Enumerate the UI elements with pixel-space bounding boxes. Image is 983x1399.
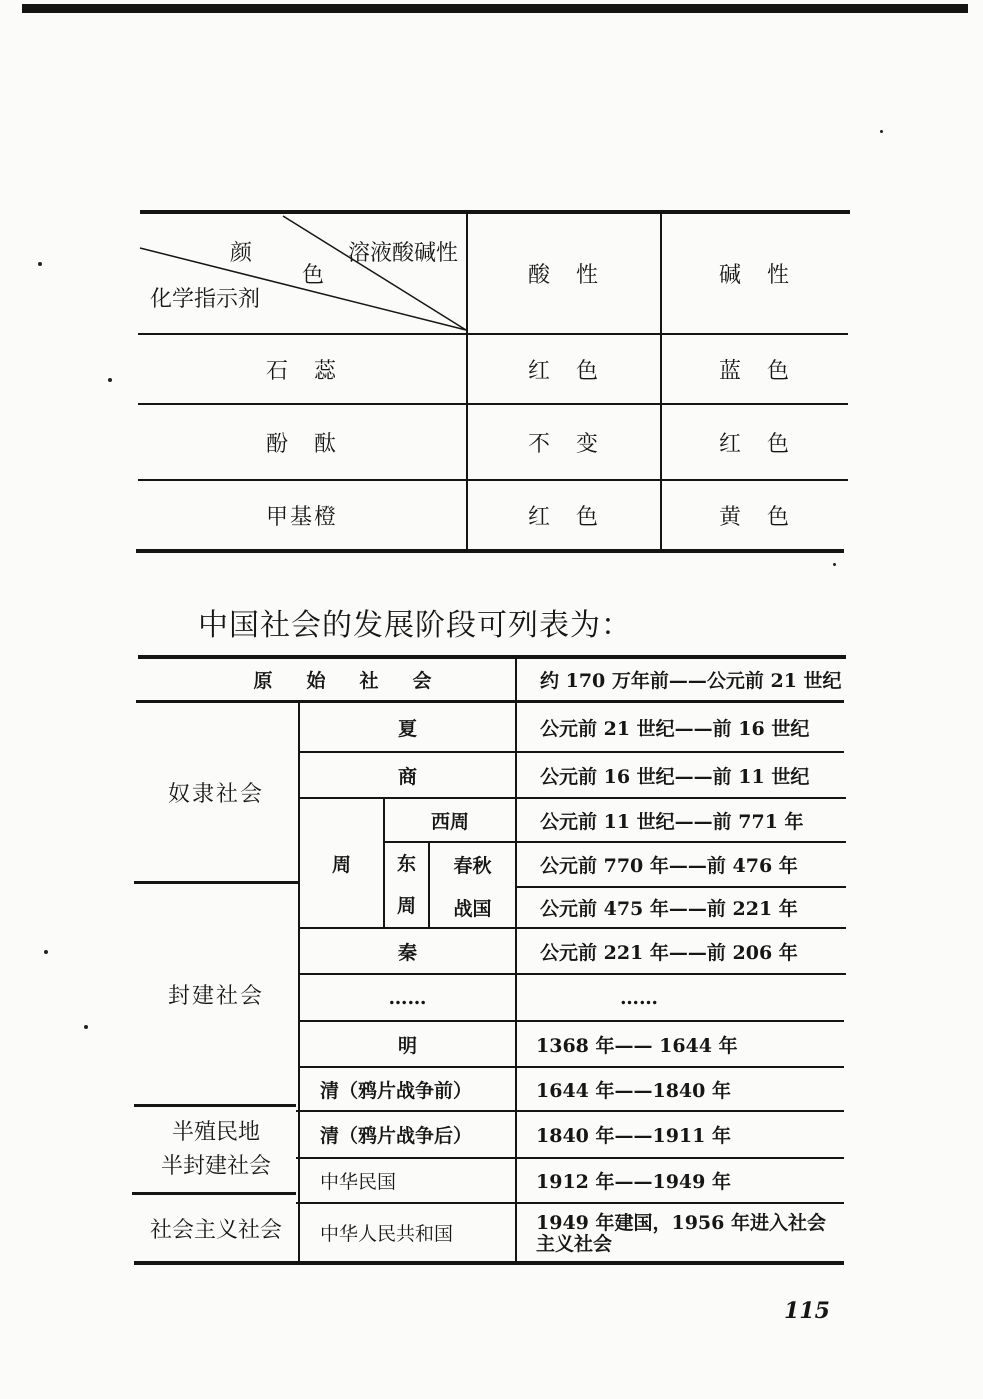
primitive-society-label: 原始社会 bbox=[253, 670, 466, 692]
indicator-name: 石 蕊 bbox=[265, 358, 338, 384]
period-cell: 公元前 11 世纪——前 771 年 bbox=[540, 810, 804, 833]
acid-color: 不 变 bbox=[527, 431, 600, 457]
semi-colonial-line-1: 半殖民地 bbox=[171, 1119, 260, 1145]
semi-colonial-label bbox=[134, 1107, 298, 1192]
dong-zhou-char-2: 周 bbox=[396, 895, 416, 917]
header-acidic: 酸 性 bbox=[527, 263, 600, 288]
dong-zhou-label bbox=[385, 843, 428, 927]
dynasty-cell: 战国 bbox=[453, 898, 492, 920]
page-number: 115 bbox=[784, 1298, 830, 1324]
dynasty-cell: 秦 bbox=[397, 941, 417, 964]
period-cell: 1949 年建国，1956 年进入社会主义社会 bbox=[536, 1212, 826, 1255]
dynasty-cell: …… bbox=[388, 986, 427, 1009]
dynasty-cell: 中华人民共和国 bbox=[320, 1223, 454, 1245]
dynasty-cell: 商 bbox=[397, 765, 417, 788]
scan-speck bbox=[880, 130, 883, 133]
table-rule bbox=[134, 1261, 844, 1265]
top-border-rule bbox=[22, 4, 968, 13]
period-cell: 1368 年—— 1644 年 bbox=[536, 1034, 738, 1057]
socialist-society-label: 社会主义社会 bbox=[149, 1217, 282, 1243]
zhou-label: 周 bbox=[331, 853, 351, 876]
slave-society-label: 奴隶社会 bbox=[167, 781, 264, 807]
scan-speck bbox=[84, 1025, 88, 1029]
period-cell: 公元前 221 年——前 206 年 bbox=[540, 941, 798, 964]
dynasty-cell: 中华民国 bbox=[320, 1171, 397, 1193]
primitive-society-period: 约 170 万年前——公元前 21 世纪 bbox=[540, 670, 842, 692]
history-table-caption: 中国社会的发展阶段可列表为： bbox=[198, 608, 632, 643]
period-cell: 1644 年——1840 年 bbox=[536, 1079, 731, 1102]
dynasty-cell: 清（鸦片战争前） bbox=[320, 1079, 473, 1102]
header-chemical-indicator: 化学指示剂 bbox=[150, 286, 261, 312]
base-color: 红 色 bbox=[718, 431, 791, 457]
dynasty-cell: 西周 bbox=[430, 810, 469, 833]
dynasty-cell: 夏 bbox=[397, 717, 417, 740]
feudal-society-label: 封建社会 bbox=[167, 983, 264, 1009]
header-basic: 碱 性 bbox=[718, 263, 791, 288]
period-cell: 公元前 770 年——前 476 年 bbox=[540, 855, 798, 877]
scan-speck bbox=[108, 378, 112, 382]
indicator-name: 甲基橙 bbox=[265, 504, 338, 530]
period-cell: 公元前 475 年——前 221 年 bbox=[540, 898, 798, 920]
header-color-top: 颜 bbox=[230, 240, 255, 266]
header-color-bottom: 色 bbox=[302, 262, 327, 288]
dong-zhou-char-1: 东 bbox=[396, 853, 416, 875]
base-color: 黄 色 bbox=[718, 504, 791, 530]
scan-speck bbox=[38, 262, 42, 266]
period-cell: 公元前 21 世纪——前 16 世纪 bbox=[540, 717, 810, 740]
acid-color: 红 色 bbox=[527, 358, 600, 384]
indicator-name: 酚 酞 bbox=[265, 431, 338, 457]
header-solution-acidity: 溶液酸碱性 bbox=[348, 240, 459, 266]
base-color: 蓝 色 bbox=[718, 358, 791, 384]
period-cell: 1840 年——1911 年 bbox=[536, 1125, 731, 1147]
scan-speck bbox=[833, 563, 836, 566]
period-cell: 1912 年——1949 年 bbox=[536, 1171, 731, 1193]
scan-speck bbox=[44, 950, 48, 954]
dynasty-cell: 清（鸦片战争后） bbox=[320, 1125, 473, 1147]
semi-colonial-line-2: 半封建社会 bbox=[160, 1153, 271, 1179]
acid-color: 红 色 bbox=[527, 504, 600, 530]
dynasty-cell: 春秋 bbox=[453, 855, 492, 877]
period-cell: …… bbox=[620, 986, 658, 1009]
column-divider bbox=[515, 659, 517, 1262]
table-rule bbox=[136, 549, 844, 553]
dynasty-cell: 明 bbox=[397, 1034, 417, 1057]
period-cell: 公元前 16 世纪——前 11 世纪 bbox=[540, 765, 810, 788]
